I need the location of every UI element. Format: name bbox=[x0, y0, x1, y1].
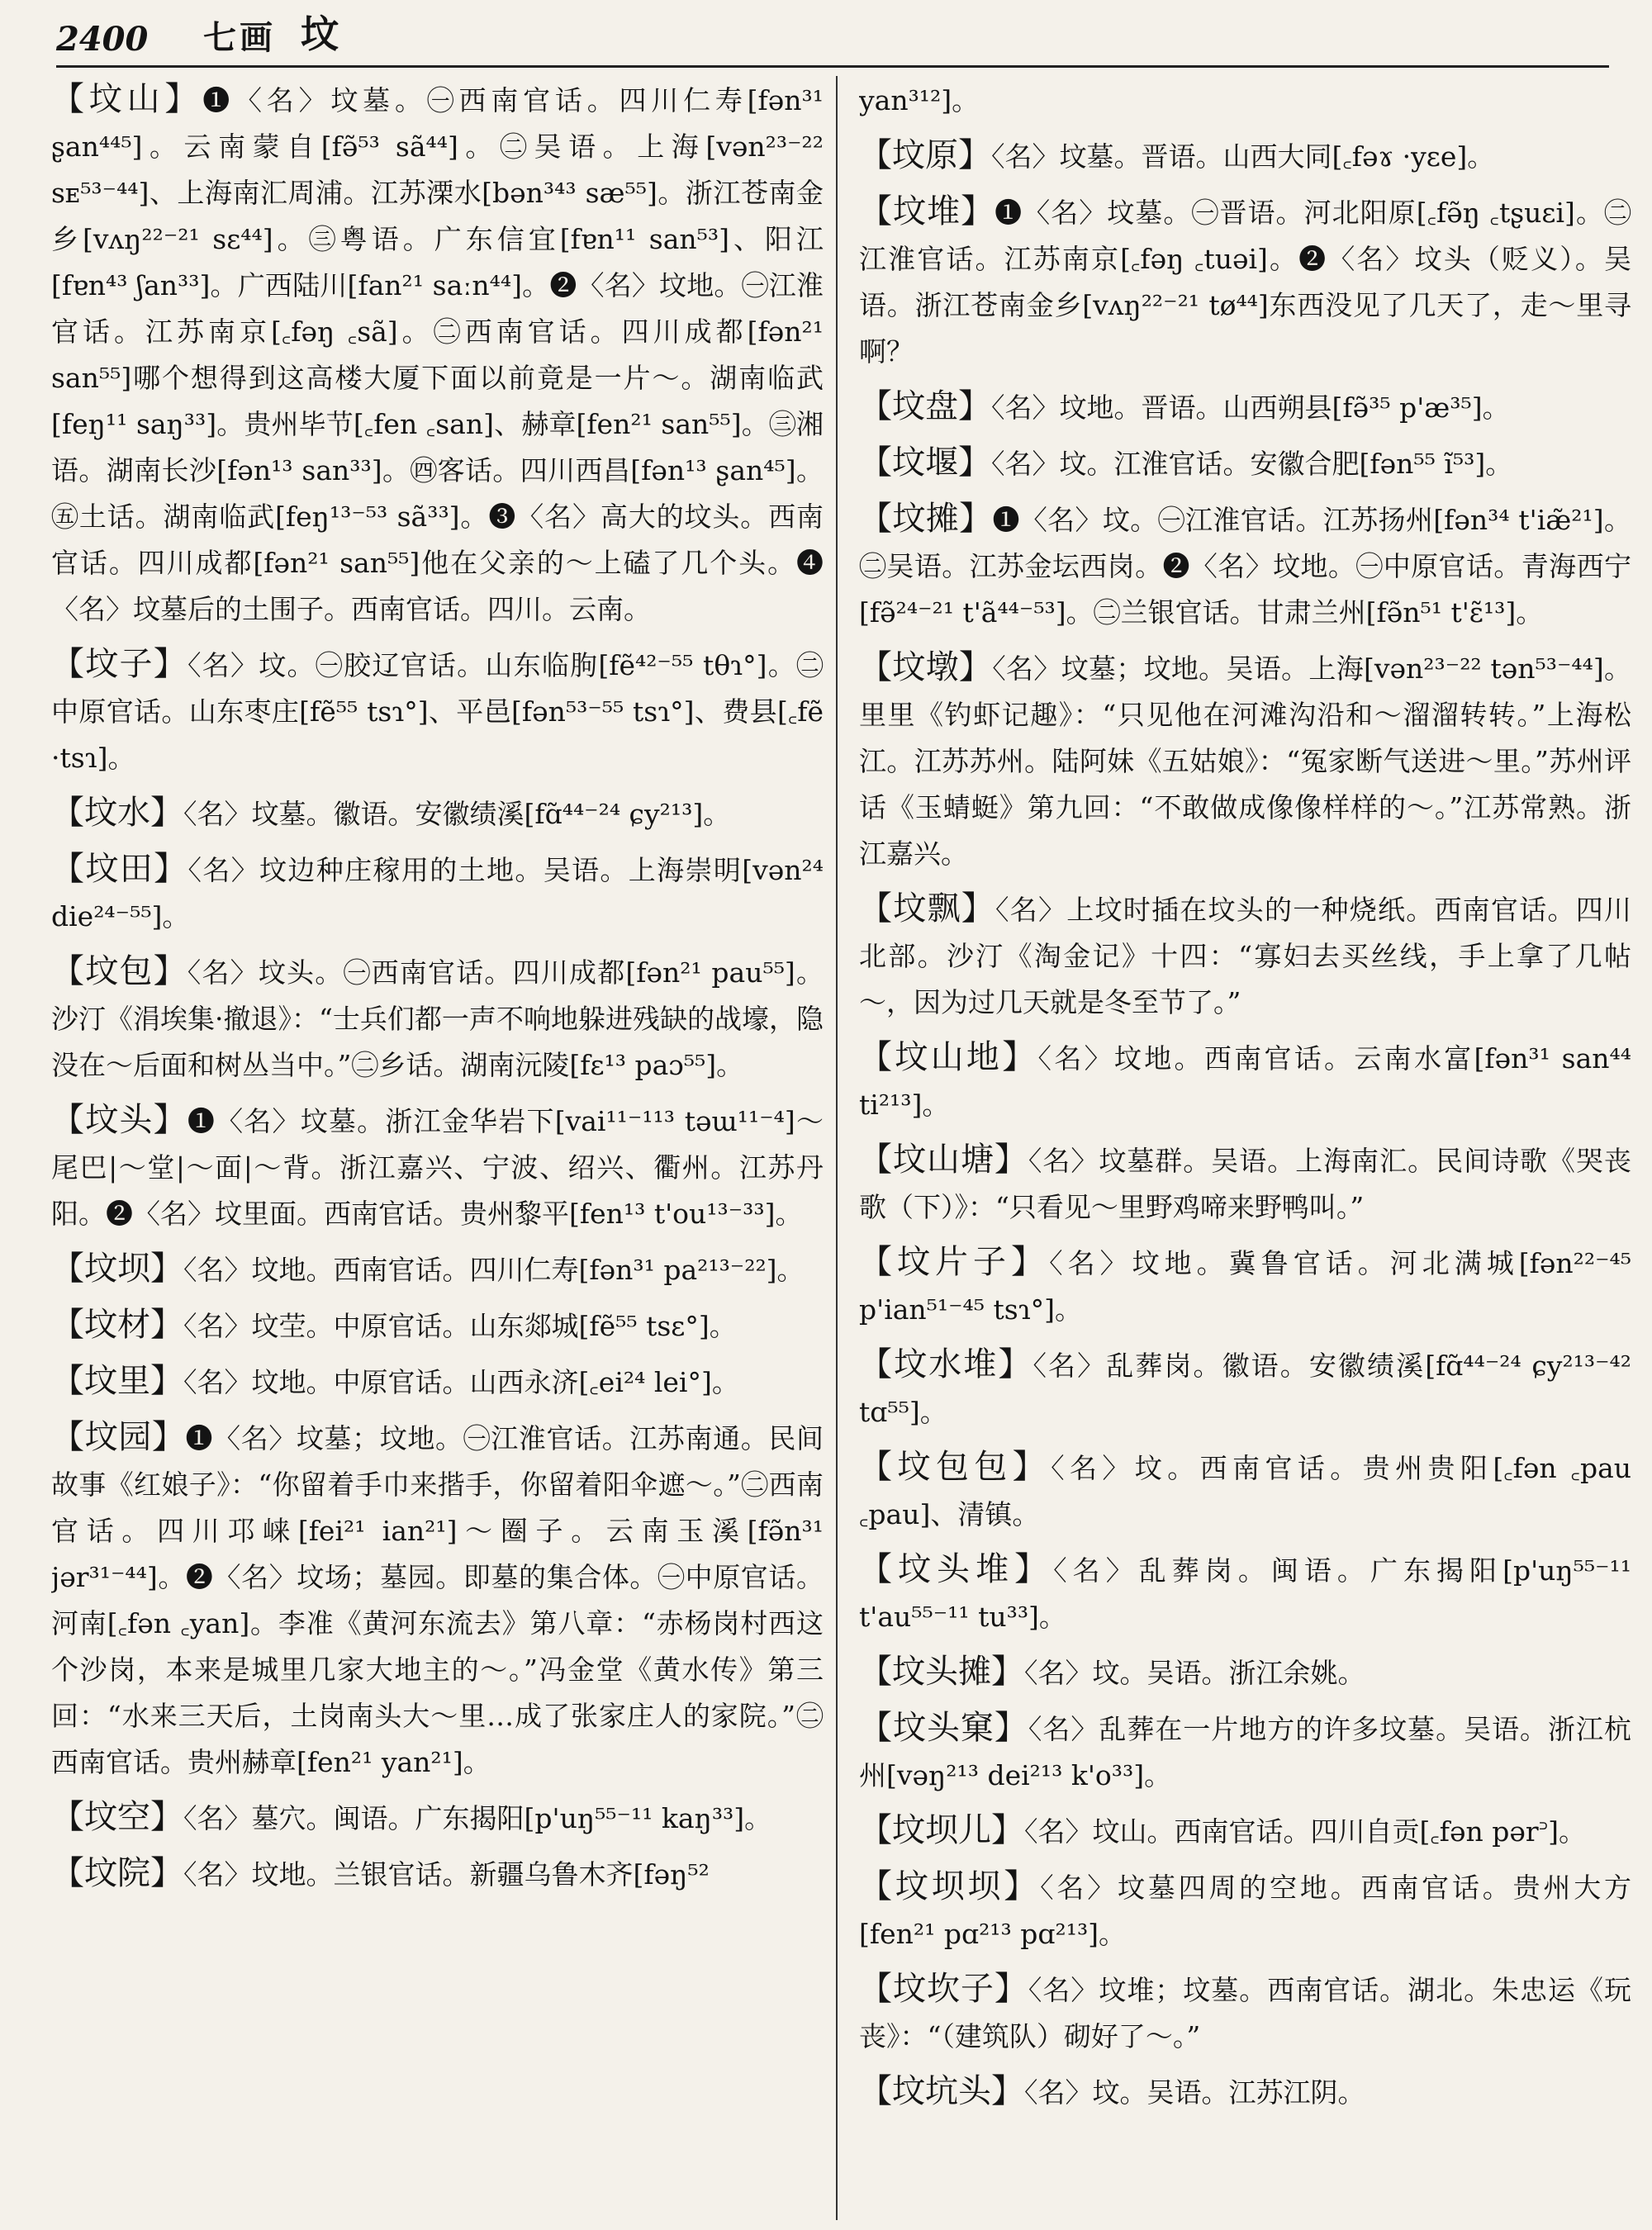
entry-definition: 〈名〉坟。西南官话。贵州贵阳[꜀fən ꜀pau ꜀pau]、清镇。 bbox=[859, 1452, 1631, 1530]
entry-definition: 〈名〉乱葬在一片地方的许多坟墓。吴语。浙江杭州[vəŋ²¹³ dei²¹³ k'o³³]。 bbox=[859, 1713, 1631, 1791]
entry-definition: 〈名〉坟边种庄稼用的土地。吴语。上海崇明[vən²⁴ die²⁴⁻⁵⁵]。 bbox=[51, 854, 824, 932]
dictionary-entry bbox=[859, 76, 1631, 124]
entry-definition: ❶〈名〉坟墓。㊀西南官话。四川仁寿[fən³¹ ʂan⁴⁴⁵]。云南蒙自[fə̃⁵³ sã⁴⁴]。㊁吴语。上海[vən²³⁻²² sᴇ⁵³⁻⁴⁴]、上海南汇周浦。江苏溧水[bən³⁴³ sæ⁵⁵]。浙江苍南金乡[vʌŋ²²⁻²¹ sɛ⁴⁴]。㊂粤语。广东信宜[fɐn¹¹ san⁵³]、阳江[fɐn⁴³ ʃan³³]。广西陆川[fan²¹ saːn⁴⁴]。❷〈名〉坟地。㊀江淮官话。江苏南京[꜀fəŋ ꜀sã]。㊁西南官话。四川成都[fən²¹ san⁵⁵]哪个想得到这高楼大厦下面以前竟是一片～。湖南临武[feŋ¹¹ saŋ³³]。贵州毕节[꜀fen ꜀san]、赫章[fen²¹ san⁵⁵]。㊂湘语。湖南长沙[fən¹³ san³³]。㊃客话。四川西昌[fən¹³ ʂan⁴⁵]。㊄土话。湖南临武[feŋ¹³⁻⁵³ sã³³]。❸〈名〉高大的坟头。西南官话。四川成都[fən²¹ san⁵⁵]他在父亲的～上磕了几个头。❹〈名〉坟墓后的土围子。西南官话。四川。云南。 bbox=[51, 84, 824, 625]
entry-headword: 【坟园】 bbox=[51, 1418, 186, 1456]
dictionary-entry bbox=[859, 383, 1631, 431]
page-number: 2400 bbox=[56, 20, 149, 59]
entry-headword: 【坟坝坝】 bbox=[859, 1867, 1041, 1905]
dictionary-entry bbox=[51, 1302, 824, 1350]
entry-definition: 〈名〉坟茔。中原官话。山东郯城[fẽ⁵⁵ tsɛ°]。 bbox=[183, 1310, 737, 1342]
dictionary-entry bbox=[859, 1341, 1631, 1435]
entry-definition: ❶〈名〉坟墓。浙江金华岩下[vai¹¹⁻¹¹³ təɯ¹¹⁻⁴]～尾巴|～堂|～面|～背。浙江嘉兴、宁波、绍兴、衢州。江苏丹阳。❷〈名〉坟里面。西南官话。贵州黎平[fen¹³ t'ou¹³⁻³³]。 bbox=[51, 1105, 824, 1230]
entry-headword: 【坟子】 bbox=[51, 645, 188, 683]
dictionary-entry bbox=[859, 885, 1631, 1026]
entry-headword: 【坟原】 bbox=[859, 136, 991, 174]
entry-definition: 〈名〉上坟时插在坟头的一种烧纸。西南官话。四川北部。沙汀《淘金记》十四：“寡妇去买丝线，手上拿了几帖～，因为过几天就是冬至节了。” bbox=[859, 894, 1631, 1018]
dictionary-entry bbox=[51, 846, 824, 940]
dictionary-entry bbox=[51, 790, 824, 837]
entry-definition: 〈名〉坟墓；坟地。吴语。上海[vən²³⁻²² tən⁵³⁻⁴⁴]。里里《钓虾记趣》：“只见他在河滩沟沿和～溜溜转转。”上海松江。江苏苏州。陆阿妹《五姑娘》：“冤家断气送进～里。”苏州评话《玉蜻蜓》第九回：“不敢做成像像样样的～。”江苏常熟。浙江嘉兴。 bbox=[859, 652, 1631, 870]
entry-definition: 〈名〉坟堆；坟墓。西南官话。湖北。朱忠运《玩丧》：“（建筑队）砌好了～。” bbox=[859, 1974, 1631, 2052]
entry-headword: 【坟摊】 bbox=[859, 500, 993, 538]
dictionary-entry bbox=[51, 641, 824, 781]
dictionary-entry bbox=[859, 1807, 1631, 1855]
dictionary-entry bbox=[859, 1649, 1631, 1696]
entry-headword: 【坟坝儿】 bbox=[859, 1811, 1024, 1849]
dictionary-entry bbox=[51, 1245, 824, 1293]
entry-headword: 【坟飘】 bbox=[859, 890, 995, 928]
entry-headword: 【坟坝】 bbox=[51, 1250, 183, 1288]
dictionary-entry bbox=[859, 439, 1631, 487]
entry-headword: 【坟坎子】 bbox=[859, 1970, 1028, 2008]
dictionary-entry bbox=[51, 1358, 824, 1406]
dictionary-entry bbox=[859, 1546, 1631, 1640]
dictionary-entry bbox=[859, 644, 1631, 877]
dictionary-entry bbox=[51, 1414, 824, 1786]
entry-definition: 〈名〉坟。吴语。江苏江阴。 bbox=[1024, 2076, 1365, 2109]
entry-definition: 〈名〉坟墓群。吴语。上海南汇。民间诗歌《哭丧歌（下）》：“只看见～里野鸡啼来野鸭叫。” bbox=[859, 1145, 1631, 1223]
entry-definition: 〈名〉坟山。西南官话。四川自贡[꜀fən pər꜄]。 bbox=[1024, 1815, 1586, 1848]
entry-definition: 〈名〉坟墓。晋语。山西大同[꜀fəɤ ·yɛe]。 bbox=[991, 140, 1495, 173]
entry-definition: 〈名〉坟。吴语。浙江余姚。 bbox=[1024, 1657, 1365, 1689]
entry-headword: 【坟包】 bbox=[51, 952, 188, 990]
entry-definition: 〈名〉坟。㊀胶辽官话。山东临朐[fẽ⁴²⁻⁵⁵ tθɿ°]。㊁中原官话。山东枣庄[fẽ⁵⁵ tsɿ°]、平邑[fən⁵³⁻⁵⁵ tsɿ°]、费县[꜀fẽ ·tsɿ]。 bbox=[51, 649, 824, 774]
dictionary-entry bbox=[859, 1239, 1631, 1333]
dictionary-entry bbox=[859, 1705, 1631, 1799]
entry-definition: 〈名〉坟头。㊀西南官话。四川成都[fən²¹ pau⁵⁵]。沙汀《涓埃集·撤退》：“士兵们都一声不响地躲进残缺的战壕，隐没在～后面和树丛当中。”㊁乡话。湖南沅陵[fɛ¹³ paɔ⁵⁵]。 bbox=[51, 956, 824, 1081]
entry-headword: 【坟包包】 bbox=[859, 1448, 1051, 1486]
entry-headword: 【坟山塘】 bbox=[859, 1141, 1028, 1179]
entry-headword: 【坟山地】 bbox=[859, 1038, 1038, 1076]
entry-headword: 【坟墩】 bbox=[859, 648, 993, 686]
dictionary-entry bbox=[859, 496, 1631, 636]
entry-headword: 【坟坑头】 bbox=[859, 2072, 1024, 2110]
entry-definition: 〈名〉坟地。中原官话。山西永济[꜀ei²⁴ lei°]。 bbox=[183, 1366, 739, 1398]
entry-headword: 【坟水堆】 bbox=[859, 1345, 1033, 1383]
dictionary-entry bbox=[51, 948, 824, 1089]
entry-definition: ❶〈名〉坟。㊀江淮官话。江苏扬州[fən³⁴ t'iæ̃²¹]。㊁吴语。江苏金坛西岗。❷〈名〉坟地。㊀中原官话。青海西宁[fə̃²⁴⁻²¹ t'ã⁴⁴⁻⁵³]。㊁兰银官话。甘肃兰州[fə̃n⁵¹ t'ɛ̃¹³]。 bbox=[859, 504, 1631, 629]
dictionary-entry bbox=[859, 1136, 1631, 1231]
entry-headword: 【坟盘】 bbox=[859, 387, 991, 425]
dictionary-entry bbox=[859, 1034, 1631, 1128]
entry-headword: 【坟片子】 bbox=[859, 1243, 1050, 1281]
dictionary-entry bbox=[859, 1966, 1631, 2060]
dictionary-entry bbox=[51, 1850, 824, 1898]
entry-headword: 【坟头窠】 bbox=[859, 1709, 1028, 1747]
entry-definition: 〈名〉乱葬岗。徽语。安徽绩溪[fɑ̃⁴⁴⁻²⁴ ɕy²¹³⁻⁴² tɑ⁵⁵]。 bbox=[859, 1350, 1631, 1428]
entry-definition: ❶〈名〉坟墓。㊀晋语。河北阳原[꜀fə̃ŋ ꜀tʂuɛi]。㊁江淮官话。江苏南京[꜀fəŋ ꜀tuəi]。❷〈名〉坟头（贬义）。吴语。浙江苍南金乡[vʌŋ²²⁻²¹ tø⁴⁴]东西没见了几天了，走～里寻啊？ bbox=[859, 197, 1631, 368]
entry-headword: 【坟堰】 bbox=[859, 444, 991, 482]
entry-headword: 【坟院】 bbox=[51, 1854, 183, 1892]
entry-headword: 【坟田】 bbox=[51, 850, 188, 888]
entry-headword: 【坟头堆】 bbox=[859, 1550, 1054, 1588]
entry-definition: 〈名〉乱葬岗。闽语。广东揭阳[p'uŋ⁵⁵⁻¹¹ t'au⁵⁵⁻¹¹ tu³³]。 bbox=[859, 1554, 1631, 1633]
entry-definition: 〈名〉坟地。晋语。山西朔县[fə̃³⁵ p'æ³⁵]。 bbox=[991, 391, 1510, 424]
entry-definition: 〈名〉坟。江淮官话。安徽合肥[fən⁵⁵ ĩ⁵³]。 bbox=[991, 448, 1513, 480]
dictionary-entry bbox=[859, 188, 1631, 375]
entry-definition: 〈名〉坟地。兰银官话。新疆乌鲁木齐[fəŋ⁵² bbox=[183, 1858, 710, 1891]
dictionary-entry bbox=[859, 2068, 1631, 2116]
entry-definition: 〈名〉坟墓四周的空地。西南官话。贵州大方[fen²¹ pɑ²¹³ pɑ²¹³]。 bbox=[859, 1872, 1631, 1950]
dictionary-entry bbox=[51, 1794, 824, 1842]
entry-headword: 【坟水】 bbox=[51, 794, 183, 832]
dictionary-entry bbox=[859, 1444, 1631, 1538]
entry-headword: 【坟材】 bbox=[51, 1306, 183, 1344]
entry-definition: 〈名〉坟墓。徽语。安徽绩溪[fɑ̃⁴⁴⁻²⁴ ɕy²¹³]。 bbox=[183, 798, 731, 830]
header-character: 坟 bbox=[301, 12, 339, 56]
entry-definition: 〈名〉墓穴。闽语。广东揭阳[p'uŋ⁵⁵⁻¹¹ kaŋ³³]。 bbox=[183, 1802, 772, 1834]
dictionary-entry bbox=[859, 1863, 1631, 1957]
page-header bbox=[56, 12, 1609, 68]
dictionary-entry bbox=[51, 76, 824, 633]
entry-headword: 【坟里】 bbox=[51, 1362, 183, 1400]
entry-headword: 【坟空】 bbox=[51, 1798, 183, 1836]
entry-definition: ❶〈名〉坟墓；坟地。㊀江淮官话。江苏南通。民间故事《红娘子》：“你留着手巾来揩手，你留着阳伞遮～。”㊁西南官话。四川邛崃[fei²¹ ian²¹]～圈子。云南玉溪[fə̃n³¹ jər³¹⁻⁴⁴]。❷〈名〉坟场；墓园。即墓的集合体。㊀中原官话。河南[꜀fən ꜀yan]。李准《黄河东流去》第八章：“赤杨岗村西这个沙岗，本来是城里几家大地主的～。”冯金堂《黄水传》第三回：“水来三天后，土岗南头大～里…成了张家庄人的家院。”㊁西南官话。贵州赫章[fen²¹ yan²¹]。 bbox=[51, 1422, 824, 1778]
entry-definition: yan³¹²]。 bbox=[859, 84, 980, 116]
entry-definition: 〈名〉坟地。西南官话。云南水富[fən³¹ san⁴⁴ ti²¹³]。 bbox=[859, 1042, 1631, 1121]
dictionary-entry bbox=[51, 1097, 824, 1237]
section-title: 七画 bbox=[203, 18, 276, 57]
left-column bbox=[51, 76, 824, 2220]
entry-definition: 〈名〉坟地。冀鲁官话。河北满城[fən²²⁻⁴⁵ p'ian⁵¹⁻⁴⁵ tsɿ°]。 bbox=[859, 1247, 1631, 1326]
right-column bbox=[859, 76, 1631, 2220]
entry-headword: 【坟山】 bbox=[51, 80, 203, 118]
dictionary-entry bbox=[859, 132, 1631, 180]
entry-headword: 【坟头摊】 bbox=[859, 1653, 1024, 1691]
entry-headword: 【坟堆】 bbox=[859, 192, 995, 230]
entry-definition: 〈名〉坟地。西南官话。四川仁寿[fən³¹ pa²¹³⁻²²]。 bbox=[183, 1254, 805, 1286]
entry-headword: 【坟头】 bbox=[51, 1101, 188, 1139]
column-divider bbox=[836, 76, 838, 2220]
